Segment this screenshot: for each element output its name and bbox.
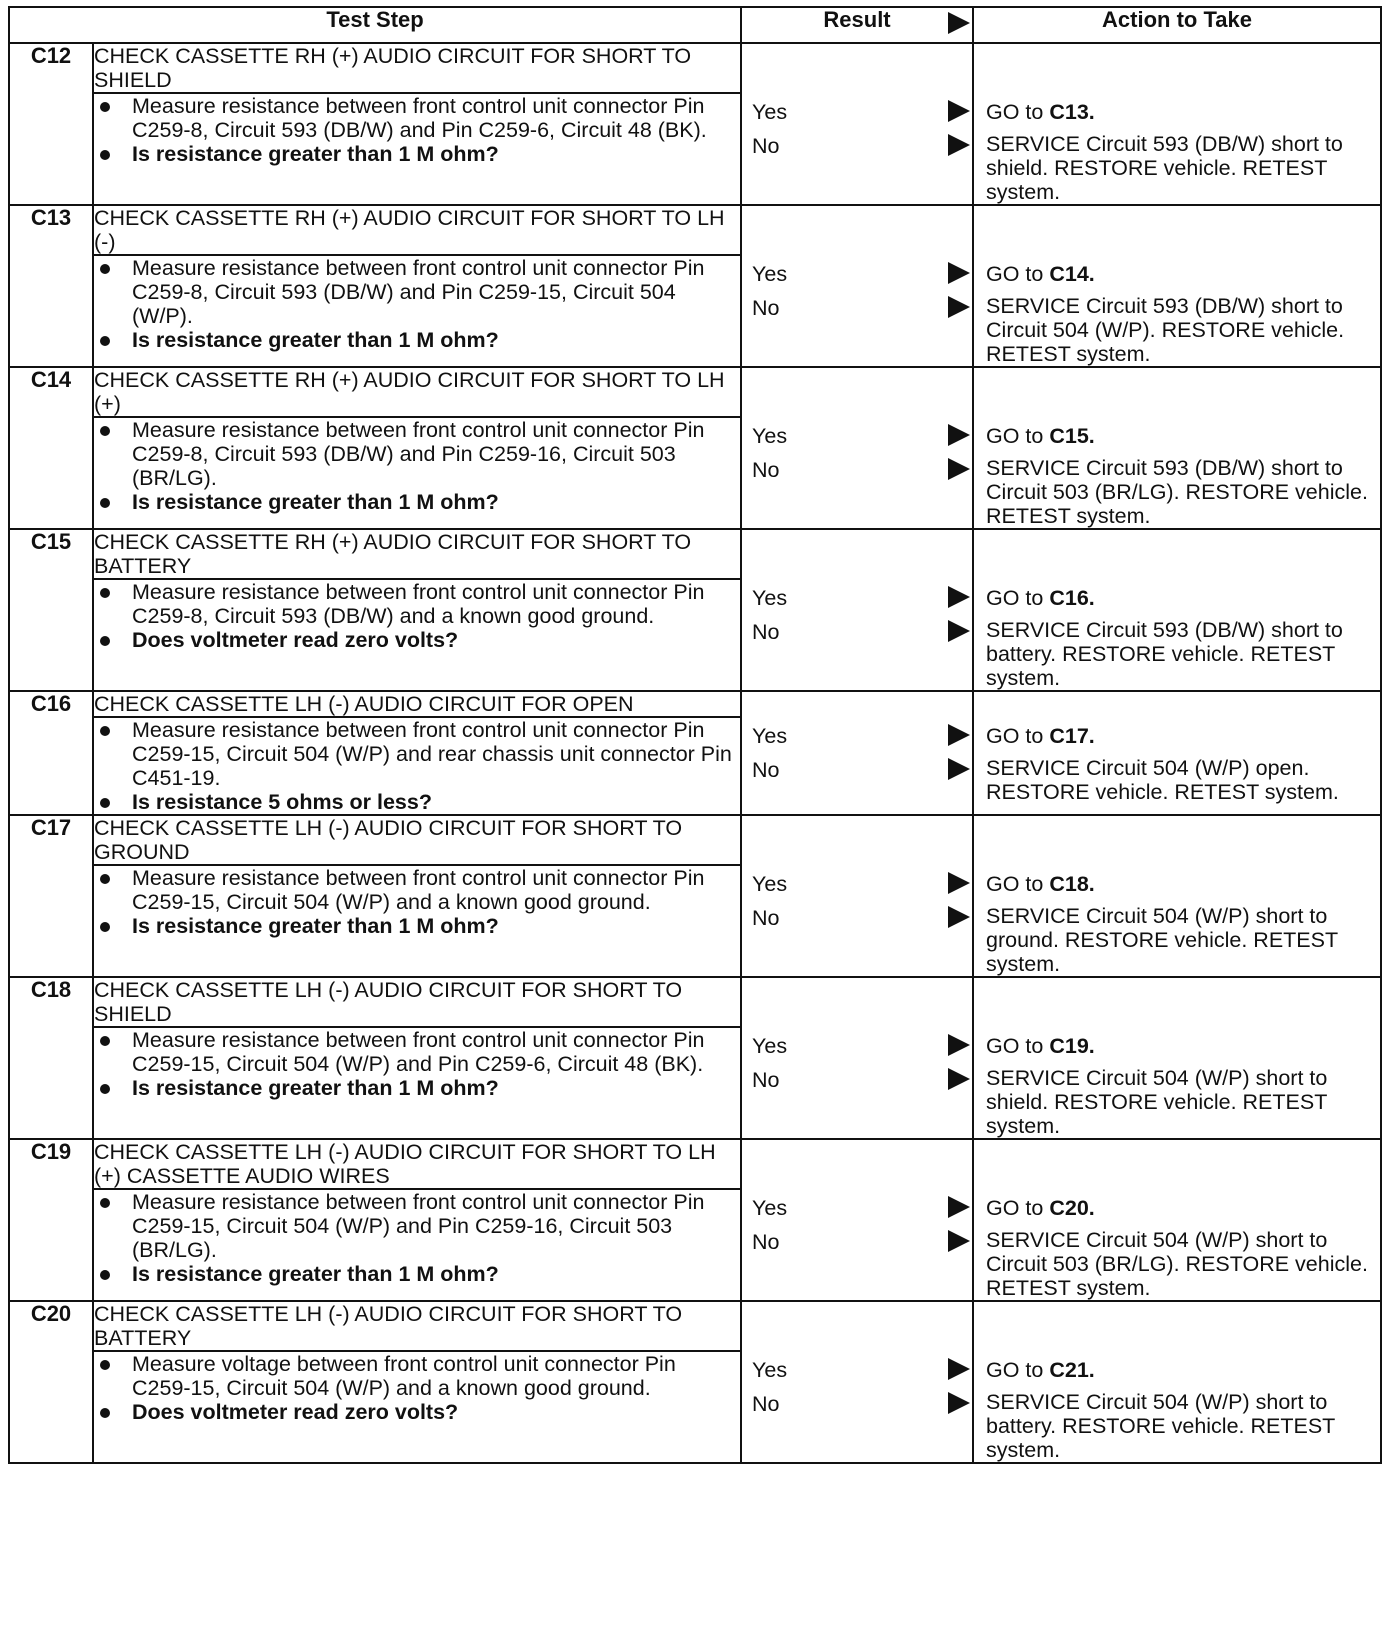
instruction-text: Measure resistance between front control unit connector Pin C259-15, Circuit 504 (W/P) and rear chassis unit connector Pin C451-19. <box>132 718 732 790</box>
step-question <box>94 914 740 938</box>
question-text: Is resistance greater than 1 M ohm? <box>132 1262 499 1286</box>
action-content <box>974 262 1380 366</box>
action-yes-step: C20. <box>1049 1196 1095 1220</box>
arrow-right-icon <box>948 12 970 34</box>
result-yes: Yes <box>752 1034 788 1058</box>
test-step-title-row <box>9 367 1381 417</box>
test-step-title-row <box>9 815 1381 865</box>
step-title: CHECK CASSETTE LH (-) AUDIO CIRCUIT FOR SHORT TO GROUND <box>93 815 741 865</box>
action-cell <box>973 815 1381 977</box>
arrow-right-icon <box>948 1034 970 1056</box>
action-yes-prefix: GO to <box>986 262 1050 286</box>
result-no: No <box>752 1230 780 1254</box>
bullet-icon <box>100 1270 110 1280</box>
result-cell <box>741 205 973 367</box>
action-no: SERVICE Circuit 504 (W/P) open. RESTORE vehicle. RETEST system. <box>986 756 1339 804</box>
instruction-text: Measure resistance between front control unit connector Pin C259-15, Circuit 504 (W/P) and Pin C259-16, Circuit 503 (BR/LG). <box>132 1190 705 1262</box>
bullet-icon <box>100 1036 110 1046</box>
step-bullet-list <box>94 718 740 814</box>
step-code: C16 <box>9 691 93 815</box>
arrow-right-icon <box>948 872 970 894</box>
step-question <box>94 490 740 514</box>
action-content <box>974 100 1380 204</box>
action-no: SERVICE Circuit 504 (W/P) short to battery. RESTORE vehicle. RETEST system. <box>986 1390 1335 1462</box>
action-no: SERVICE Circuit 593 (DB/W) short to Circuit 504 (W/P). RESTORE vehicle. RETEST system. <box>986 294 1345 366</box>
result-cell <box>741 691 973 815</box>
step-question <box>94 142 740 166</box>
arrow-right-icon <box>948 458 970 480</box>
result-no: No <box>752 906 780 930</box>
step-title: CHECK CASSETTE LH (-) AUDIO CIRCUIT FOR SHORT TO BATTERY <box>93 1301 741 1351</box>
test-step-rows <box>9 43 1381 1463</box>
step-instruction <box>94 94 740 142</box>
action-yes <box>974 1358 1380 1382</box>
step-title: CHECK CASSETTE RH (+) AUDIO CIRCUIT FOR SHORT TO SHIELD <box>93 43 741 93</box>
header-row <box>9 7 1381 43</box>
step-code: C15 <box>9 529 93 691</box>
result-cell <box>741 815 973 977</box>
step-title: CHECK CASSETTE LH (-) AUDIO CIRCUIT FOR OPEN <box>93 691 741 717</box>
action-content <box>974 724 1380 804</box>
bullet-icon <box>100 636 110 646</box>
result-cell <box>741 367 973 529</box>
question-text: Is resistance 5 ohms or less? <box>132 790 432 814</box>
step-code: C17 <box>9 815 93 977</box>
question-text: Is resistance greater than 1 M ohm? <box>132 328 499 352</box>
test-step-title-row <box>9 977 1381 1027</box>
step-code: C18 <box>9 977 93 1139</box>
action-content <box>974 1034 1380 1138</box>
result-yes: Yes <box>752 424 788 448</box>
step-instruction <box>94 256 740 328</box>
action-yes <box>974 424 1380 448</box>
action-yes-step: C16. <box>1049 586 1095 610</box>
result-cell <box>741 529 973 691</box>
step-title: CHECK CASSETTE LH (-) AUDIO CIRCUIT FOR SHORT TO LH (+) CASSETTE AUDIO WIRES <box>93 1139 741 1189</box>
result-yes: Yes <box>752 100 788 124</box>
result-yes: Yes <box>752 1196 788 1220</box>
bullet-icon <box>100 102 110 112</box>
step-title: CHECK CASSETTE RH (+) AUDIO CIRCUIT FOR SHORT TO LH (-) <box>93 205 741 255</box>
question-text: Is resistance greater than 1 M ohm? <box>132 914 499 938</box>
action-yes-step: C18. <box>1049 872 1095 896</box>
step-code: C13 <box>9 205 93 367</box>
test-step-title-row <box>9 1301 1381 1351</box>
action-content <box>974 424 1380 528</box>
result-cell <box>741 43 973 205</box>
question-text: Is resistance greater than 1 M ohm? <box>132 1076 499 1100</box>
arrow-right-icon <box>948 1068 970 1090</box>
instruction-text: Measure resistance between front control unit connector Pin C259-8, Circuit 593 (DB/W) and Pin C259-16, Circuit 503 (BR/LG). <box>132 418 705 490</box>
step-bullet-list <box>94 1352 740 1424</box>
bullet-icon <box>100 1360 110 1370</box>
action-yes <box>974 100 1380 124</box>
action-yes-prefix: GO to <box>986 586 1050 610</box>
action-content <box>974 586 1380 690</box>
instruction-text: Measure resistance between front control unit connector Pin C259-8, Circuit 593 (DB/W) and a known good ground. <box>132 580 705 628</box>
bullet-icon <box>100 264 110 274</box>
result-no: No <box>752 758 780 782</box>
step-title: CHECK CASSETTE LH (-) AUDIO CIRCUIT FOR SHORT TO SHIELD <box>93 977 741 1027</box>
step-code: C19 <box>9 1139 93 1301</box>
action-yes <box>974 724 1380 748</box>
arrow-right-icon <box>948 424 970 446</box>
step-body <box>93 579 741 691</box>
result-yes: Yes <box>752 1358 788 1382</box>
step-title: CHECK CASSETTE RH (+) AUDIO CIRCUIT FOR SHORT TO BATTERY <box>93 529 741 579</box>
step-question <box>94 628 740 652</box>
step-code: C12 <box>9 43 93 205</box>
step-question <box>94 328 740 352</box>
arrow-right-icon <box>948 724 970 746</box>
step-body <box>93 1027 741 1139</box>
step-question <box>94 790 740 814</box>
action-cell <box>973 205 1381 367</box>
step-instruction <box>94 718 740 790</box>
bullet-icon <box>100 426 110 436</box>
result-yes: Yes <box>752 724 788 748</box>
step-bullet-list <box>94 866 740 938</box>
action-yes <box>974 1196 1380 1220</box>
action-cell <box>973 1301 1381 1463</box>
test-step-title-row <box>9 43 1381 93</box>
result-no: No <box>752 134 780 158</box>
action-cell <box>973 1139 1381 1301</box>
action-yes-prefix: GO to <box>986 724 1050 748</box>
action-yes <box>974 872 1380 896</box>
pinpoint-test-table <box>8 6 1382 1464</box>
result-no: No <box>752 620 780 644</box>
action-yes <box>974 262 1380 286</box>
action-yes-step: C13. <box>1049 100 1095 124</box>
arrow-right-icon <box>948 134 970 156</box>
step-body <box>93 93 741 205</box>
instruction-text: Measure resistance between front control unit connector Pin C259-8, Circuit 593 (DB/W) and Pin C259-15, Circuit 504 (W/P). <box>132 256 705 328</box>
step-body <box>93 417 741 529</box>
action-yes-step: C14. <box>1049 262 1095 286</box>
action-yes-prefix: GO to <box>986 872 1050 896</box>
bullet-icon <box>100 588 110 598</box>
arrow-right-icon <box>948 620 970 642</box>
result-no: No <box>752 1392 780 1416</box>
arrow-right-icon <box>948 262 970 284</box>
arrow-right-icon <box>948 1358 970 1380</box>
test-step-title-row <box>9 205 1381 255</box>
question-text: Is resistance greater than 1 M ohm? <box>132 142 499 166</box>
action-yes-prefix: GO to <box>986 1034 1050 1058</box>
action-no: SERVICE Circuit 593 (DB/W) short to shield. RESTORE vehicle. RETEST system. <box>986 132 1343 204</box>
bullet-icon <box>100 336 110 346</box>
step-question <box>94 1400 740 1424</box>
action-yes-step: C15. <box>1049 424 1095 448</box>
arrow-right-icon <box>948 296 970 318</box>
test-step-title-row <box>9 529 1381 579</box>
result-yes: Yes <box>752 872 788 896</box>
step-instruction <box>94 1352 740 1400</box>
action-yes-step: C21. <box>1049 1358 1095 1382</box>
result-yes: Yes <box>752 586 788 610</box>
step-instruction <box>94 866 740 914</box>
step-body <box>93 255 741 367</box>
arrow-right-icon <box>948 1230 970 1252</box>
test-step-title-row <box>9 691 1381 717</box>
action-yes-step: C17. <box>1049 724 1095 748</box>
test-step-title-row <box>9 1139 1381 1189</box>
step-question <box>94 1262 740 1286</box>
action-cell <box>973 977 1381 1139</box>
result-cell <box>741 1301 973 1463</box>
header-result-label: Result <box>823 7 891 32</box>
action-content <box>974 1358 1380 1462</box>
arrow-right-icon <box>948 586 970 608</box>
instruction-text: Measure resistance between front control unit connector Pin C259-15, Circuit 504 (W/P) and Pin C259-6, Circuit 48 (BK). <box>132 1028 705 1076</box>
action-yes-prefix: GO to <box>986 100 1050 124</box>
action-yes <box>974 586 1380 610</box>
step-instruction <box>94 418 740 490</box>
arrow-right-icon <box>948 1196 970 1218</box>
action-cell <box>973 529 1381 691</box>
bullet-icon <box>100 726 110 736</box>
step-bullet-list <box>94 94 740 166</box>
step-title: CHECK CASSETTE RH (+) AUDIO CIRCUIT FOR SHORT TO LH (+) <box>93 367 741 417</box>
instruction-text: Measure resistance between front control unit connector Pin C259-15, Circuit 504 (W/P) and a known good ground. <box>132 866 705 914</box>
step-code: C14 <box>9 367 93 529</box>
bullet-icon <box>100 922 110 932</box>
action-yes-prefix: GO to <box>986 1196 1050 1220</box>
result-cell <box>741 977 973 1139</box>
step-instruction <box>94 580 740 628</box>
result-no: No <box>752 1068 780 1092</box>
bullet-icon <box>100 874 110 884</box>
question-text: Is resistance greater than 1 M ohm? <box>132 490 499 514</box>
action-cell <box>973 43 1381 205</box>
header-action: Action to Take <box>973 7 1381 43</box>
step-bullet-list <box>94 580 740 652</box>
question-text: Does voltmeter read zero volts? <box>132 628 459 652</box>
bullet-icon <box>100 1084 110 1094</box>
bullet-icon <box>100 498 110 508</box>
action-yes <box>974 1034 1380 1058</box>
action-content <box>974 872 1380 976</box>
arrow-right-icon <box>948 906 970 928</box>
bullet-icon <box>100 1198 110 1208</box>
arrow-right-icon <box>948 758 970 780</box>
header-test-step: Test Step <box>9 7 741 43</box>
step-body <box>93 1351 741 1463</box>
bullet-icon <box>100 798 110 808</box>
action-no: SERVICE Circuit 593 (DB/W) short to Circuit 503 (BR/LG). RESTORE vehicle. RETEST system. <box>986 456 1368 528</box>
question-text: Does voltmeter read zero volts? <box>132 1400 459 1424</box>
step-bullet-list <box>94 1190 740 1286</box>
action-cell <box>973 367 1381 529</box>
step-bullet-list <box>94 1028 740 1100</box>
action-cell <box>973 691 1381 815</box>
step-instruction <box>94 1028 740 1076</box>
action-no: SERVICE Circuit 593 (DB/W) short to battery. RESTORE vehicle. RETEST system. <box>986 618 1343 690</box>
action-yes-prefix: GO to <box>986 1358 1050 1382</box>
step-body <box>93 1189 741 1301</box>
arrow-right-icon <box>948 1392 970 1414</box>
step-body <box>93 717 741 815</box>
step-body <box>93 865 741 977</box>
action-content <box>974 1196 1380 1300</box>
arrow-right-icon <box>948 100 970 122</box>
header-result <box>741 7 973 43</box>
result-no: No <box>752 296 780 320</box>
diagnostic-table-container <box>8 6 1380 1464</box>
action-yes-step: C19. <box>1049 1034 1095 1058</box>
step-code: C20 <box>9 1301 93 1463</box>
result-yes: Yes <box>752 262 788 286</box>
bullet-icon <box>100 1408 110 1418</box>
step-instruction <box>94 1190 740 1262</box>
result-cell <box>741 1139 973 1301</box>
bullet-icon <box>100 150 110 160</box>
step-bullet-list <box>94 418 740 514</box>
step-question <box>94 1076 740 1100</box>
instruction-text: Measure voltage between front control unit connector Pin C259-15, Circuit 504 (W/P) and a known good ground. <box>132 1352 676 1400</box>
action-no: SERVICE Circuit 504 (W/P) short to Circuit 503 (BR/LG). RESTORE vehicle. RETEST system. <box>986 1228 1368 1300</box>
step-bullet-list <box>94 256 740 352</box>
action-no: SERVICE Circuit 504 (W/P) short to shield. RESTORE vehicle. RETEST system. <box>986 1066 1328 1138</box>
action-yes-prefix: GO to <box>986 424 1050 448</box>
instruction-text: Measure resistance between front control unit connector Pin C259-8, Circuit 593 (DB/W) and Pin C259-6, Circuit 48 (BK). <box>132 94 707 142</box>
action-no: SERVICE Circuit 504 (W/P) short to ground. RESTORE vehicle. RETEST system. <box>986 904 1338 976</box>
result-no: No <box>752 458 780 482</box>
